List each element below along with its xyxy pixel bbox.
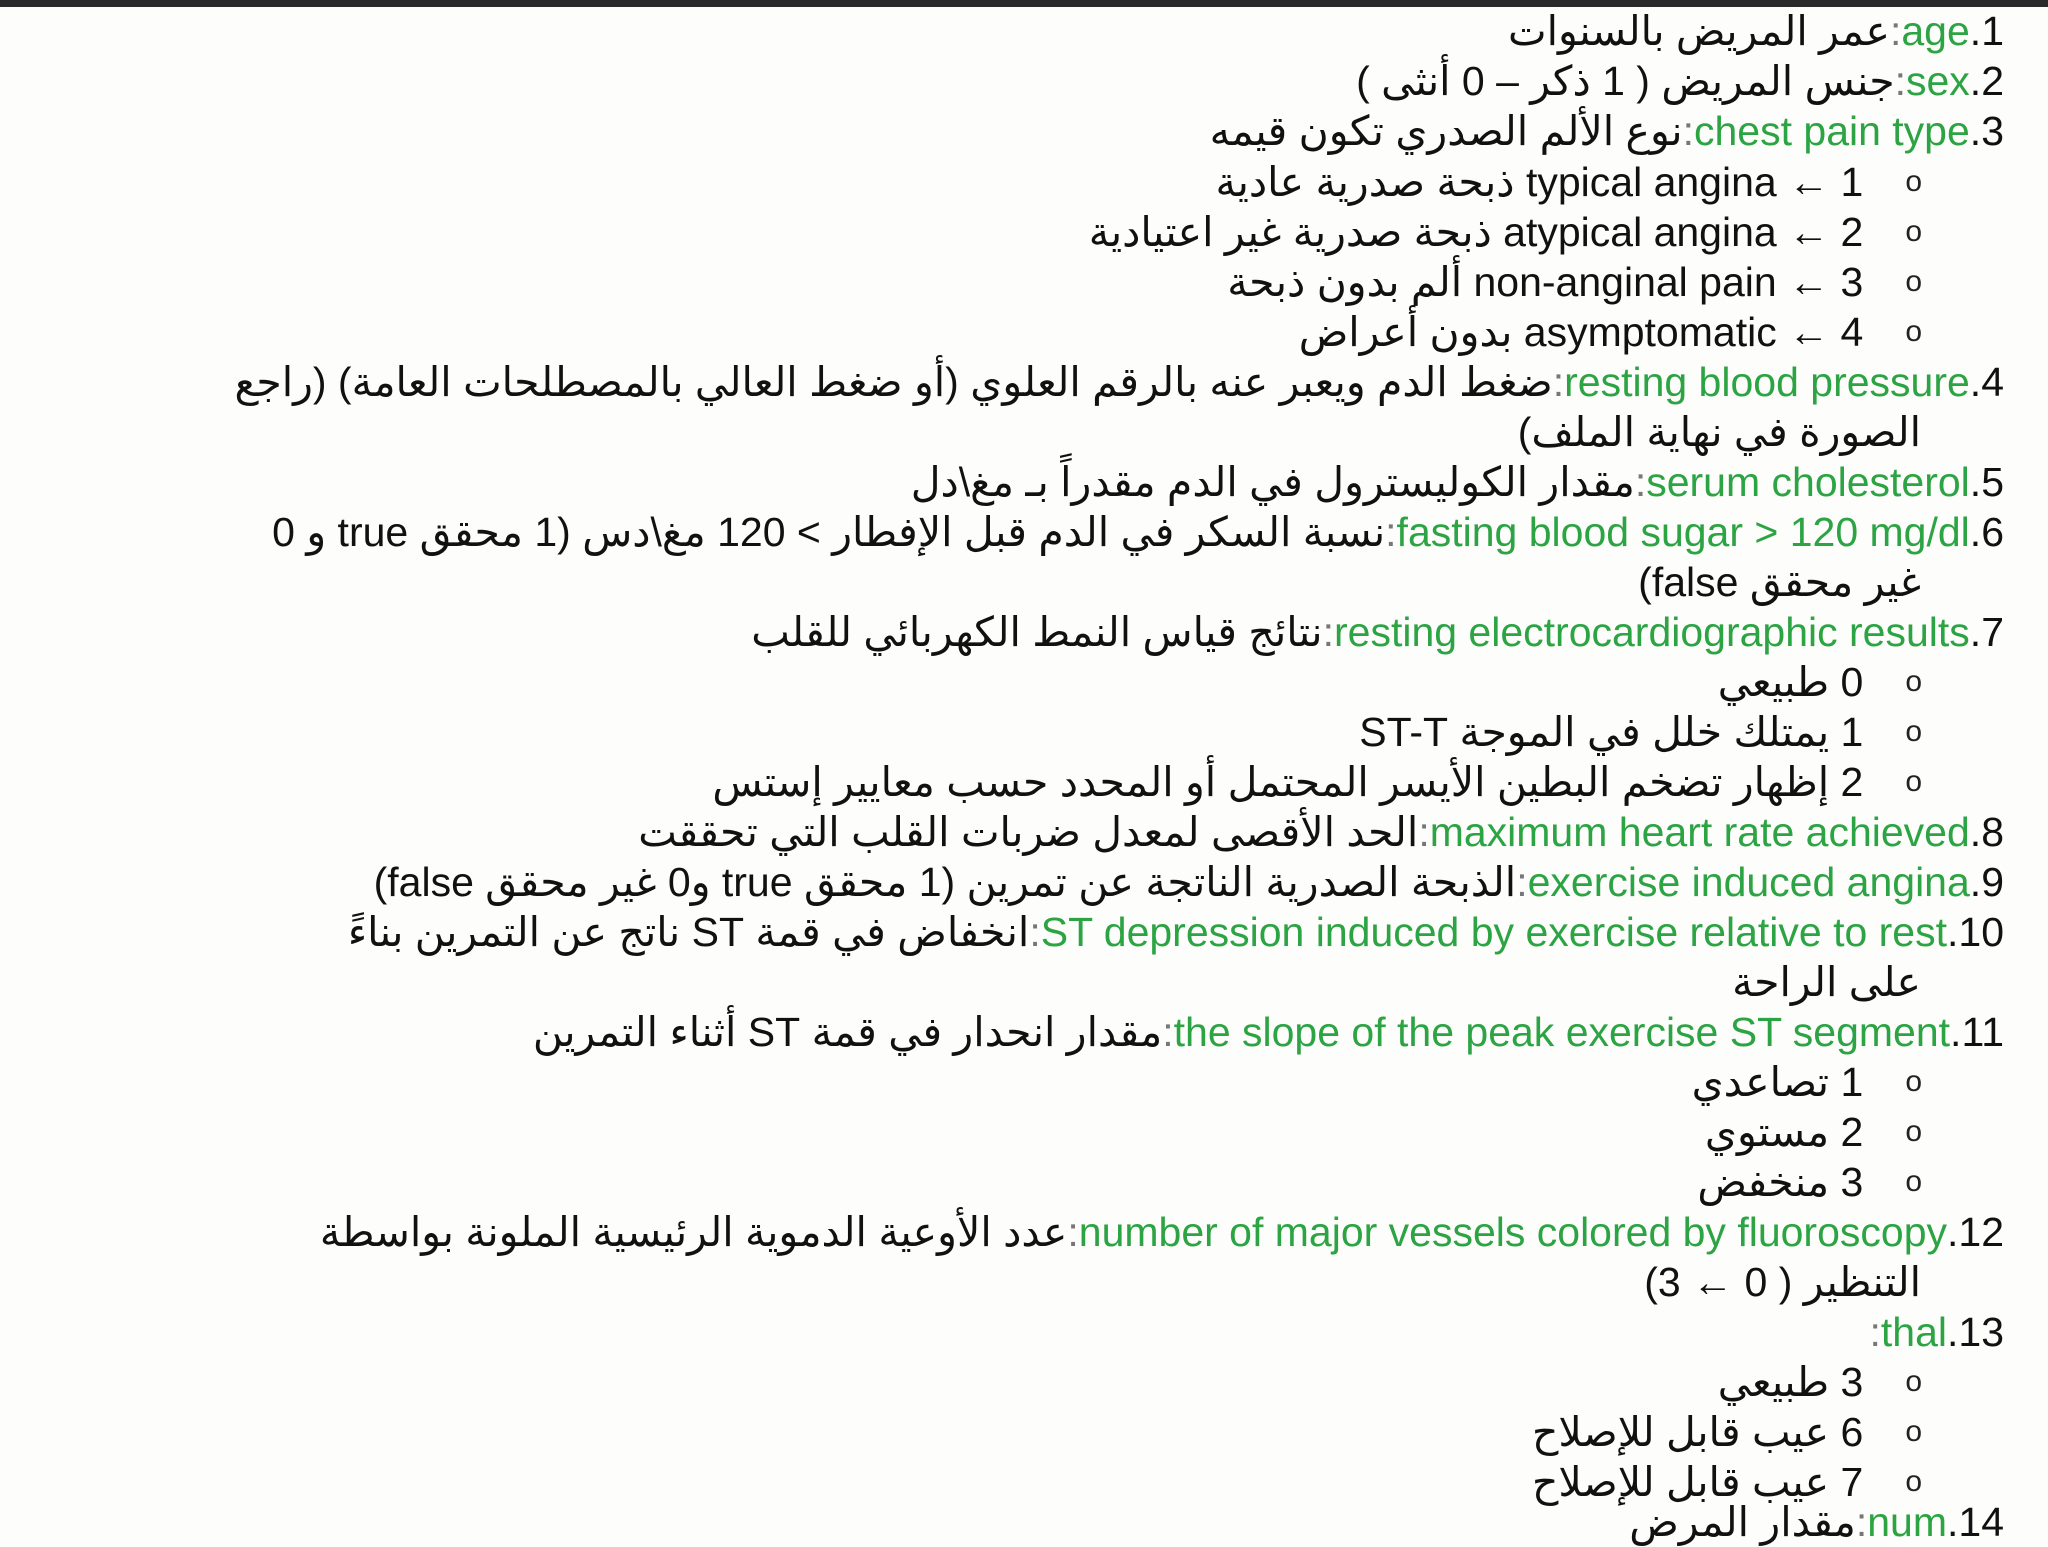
item-number: .8 — [1969, 809, 2004, 855]
item-continuation — [1518, 407, 1921, 457]
item-description: الحد الأقصى لمعدل ضربات القلب التي تحققت — [638, 809, 1419, 855]
sub-list-item — [1532, 1407, 1922, 1457]
bullet-icon: o — [1905, 1115, 1922, 1148]
item-term: number of major vessels colored by fluoroscopy — [1078, 1209, 1947, 1255]
sub-item-text: 1 يمتلك خلل في الموجة ST-T — [1359, 709, 1864, 755]
item-number: .6 — [1969, 509, 2004, 555]
bullet-icon: o — [1905, 215, 1922, 248]
item-number: .9 — [1969, 859, 2004, 905]
list-item — [911, 457, 2004, 507]
bullet-icon: o — [1905, 315, 1922, 348]
sub-list-item — [1216, 157, 1922, 207]
sub-item-text: 6 عيب قابل للإصلاح — [1531, 1409, 1864, 1455]
list-item — [638, 807, 2004, 857]
item-number: .3 — [1969, 108, 2004, 154]
sub-list-item — [1718, 657, 1922, 707]
list-item — [1210, 106, 2004, 156]
item-separator: : — [1516, 859, 1528, 905]
item-number: .13 — [1947, 1309, 2004, 1355]
item-term: maximum heart rate achieved — [1429, 809, 1970, 855]
sub-list-item — [1718, 1357, 1922, 1407]
item-separator: : — [1067, 1209, 1079, 1255]
bullet-icon: o — [1905, 1365, 1922, 1398]
item-description: الذبحة الصدرية الناتجة عن تمرين (1 محقق true و0 غير محقق false) — [373, 859, 1517, 905]
sub-item-text: 2 مستوي — [1704, 1109, 1864, 1155]
item-description: نوع الألم الصدري تكون قيمه — [1209, 108, 1683, 154]
sub-item-text: 2 ← atypical angina ذبحة صدرية غير اعتيادية — [1088, 209, 1864, 255]
item-term: sex — [1905, 58, 1970, 104]
sub-item-text: 3 طبيعي — [1717, 1359, 1864, 1405]
sub-item-text: 0 طبيعي — [1717, 659, 1864, 705]
item-continuation — [1732, 957, 1921, 1007]
bullet-icon: o — [1905, 665, 1922, 698]
sub-item-text: 3 منخفض — [1697, 1159, 1864, 1205]
item-description: انخفاض في قمة ST ناتج عن التمرين بناءً — [347, 909, 1030, 955]
sub-list-item — [1299, 307, 1922, 357]
sub-item-text: 1 تصاعدي — [1691, 1059, 1864, 1105]
item-term: age — [1901, 8, 1970, 54]
item-continuation — [1644, 1257, 1921, 1307]
bullet-icon: o — [1905, 165, 1922, 198]
sub-list-item — [1705, 1107, 1922, 1157]
item-term: ST depression induced by exercise relative to rest — [1040, 909, 1947, 955]
item-separator: : — [1634, 459, 1647, 505]
sub-item-text: 7 عيب قابل للإصلاح — [1531, 1459, 1864, 1505]
item-separator: : — [1855, 1499, 1868, 1545]
bullet-icon: o — [1905, 265, 1922, 298]
bullet-icon: o — [1905, 1165, 1922, 1198]
item-term: num — [1867, 1499, 1947, 1545]
sub-list-item — [1692, 1057, 1922, 1107]
item-description: نسبة السكر في الدم قبل الإفطار > 120 مغ\دس (1 محقق true و 0 — [272, 509, 1386, 555]
item-term: fasting blood sugar > 120 mg/dl — [1396, 509, 1970, 555]
list-item — [235, 357, 2004, 407]
item-separator: : — [1552, 359, 1565, 405]
item-number: .7 — [1969, 609, 2004, 655]
list-item — [320, 1207, 2004, 1257]
item-description-continued: غير محقق false) — [1638, 559, 1921, 605]
item-number: .12 — [1947, 1209, 2004, 1255]
item-term: resting blood pressure — [1564, 359, 1970, 405]
sub-item-text: 3 ← non-anginal pain ألم بدون ذبحة — [1227, 259, 1864, 305]
sub-list-item — [1089, 207, 1922, 257]
item-description: مقدار المرض — [1629, 1499, 1856, 1545]
item-number: .4 — [1969, 359, 2004, 405]
item-description: ضغط الدم ويعبر عنه بالرقم العلوي (أو ضغط العالي بالمصطلحات العامة) (راجع — [234, 359, 1553, 405]
item-description: مقدار الكوليسترول في الدم مقدراً بـ مغ\دل — [910, 459, 1635, 505]
list-item — [533, 1007, 2004, 1057]
sub-list-item — [1227, 257, 1922, 307]
list-item — [348, 907, 2004, 957]
bullet-icon: o — [1905, 715, 1922, 748]
sub-list-item — [712, 757, 1922, 807]
list-item — [272, 507, 2004, 557]
item-description: عدد الأوعية الدموية الرئيسية الملونة بواسطة — [319, 1209, 1068, 1255]
item-term: the slope of the peak exercise ST segment — [1173, 1009, 1951, 1055]
sub-list-item — [1359, 707, 1922, 757]
sub-list-item — [1697, 1157, 1922, 1207]
item-term: serum cholesterol — [1646, 459, 1970, 505]
item-number: .14 — [1947, 1499, 2004, 1545]
bullet-icon: o — [1905, 1065, 1922, 1098]
item-separator: : — [1322, 609, 1334, 655]
item-description: مقدار انحدار في قمة ST أثناء التمرين — [532, 1009, 1163, 1055]
item-separator: : — [1029, 909, 1041, 955]
list-item — [1869, 1307, 2004, 1357]
item-separator: : — [1162, 1009, 1174, 1055]
item-description-continued: الصورة في نهاية الملف) — [1517, 409, 1921, 455]
sub-item-text: 4 ← asymptomatic بدون أعراض — [1298, 309, 1864, 355]
item-description: جنس المريض ( 1 ذكر – 0 أنثى ) — [1356, 58, 1895, 104]
item-separator: : — [1418, 809, 1430, 855]
bullet-icon: o — [1905, 1465, 1922, 1498]
item-number: .2 — [1969, 58, 2004, 104]
item-separator: : — [1682, 108, 1694, 154]
item-term: thal — [1880, 1309, 1947, 1355]
bullet-icon: o — [1905, 1415, 1922, 1448]
item-description-continued: على الراحة — [1732, 959, 1921, 1005]
list-item — [1356, 56, 2004, 106]
item-number: .1 — [1969, 8, 2004, 54]
item-continuation — [1638, 557, 1921, 607]
item-description: نتائج قياس النمط الكهربائي للقلب — [751, 609, 1323, 655]
list-item — [751, 607, 2004, 657]
item-number: .10 — [1947, 909, 2004, 955]
item-number: .11 — [1950, 1009, 2004, 1055]
sub-item-text: 1 ← typical angina ذبحة صدرية عادية — [1215, 159, 1864, 205]
item-term: chest pain type — [1694, 108, 1970, 154]
list-item — [1629, 1497, 2004, 1547]
list-item — [374, 857, 2004, 907]
bullet-icon: o — [1905, 765, 1922, 798]
item-term: resting electrocardiographic results — [1333, 609, 1970, 655]
item-description: عمر المريض بالسنوات — [1508, 8, 1890, 54]
item-term: exercise induced angina — [1527, 859, 1970, 905]
item-separator: : — [1869, 1309, 1881, 1355]
item-number: .5 — [1969, 459, 2004, 505]
item-separator: : — [1385, 509, 1397, 555]
item-description-continued: التنظير ( 0 ← 3) — [1644, 1259, 1921, 1305]
item-separator: : — [1889, 8, 1902, 54]
list-item — [1508, 6, 2004, 56]
sub-item-text: 2 إظهار تضخم البطين الأيسر المحتمل أو المحدد حسب معايير إستس — [712, 759, 1864, 805]
item-separator: : — [1894, 58, 1906, 104]
